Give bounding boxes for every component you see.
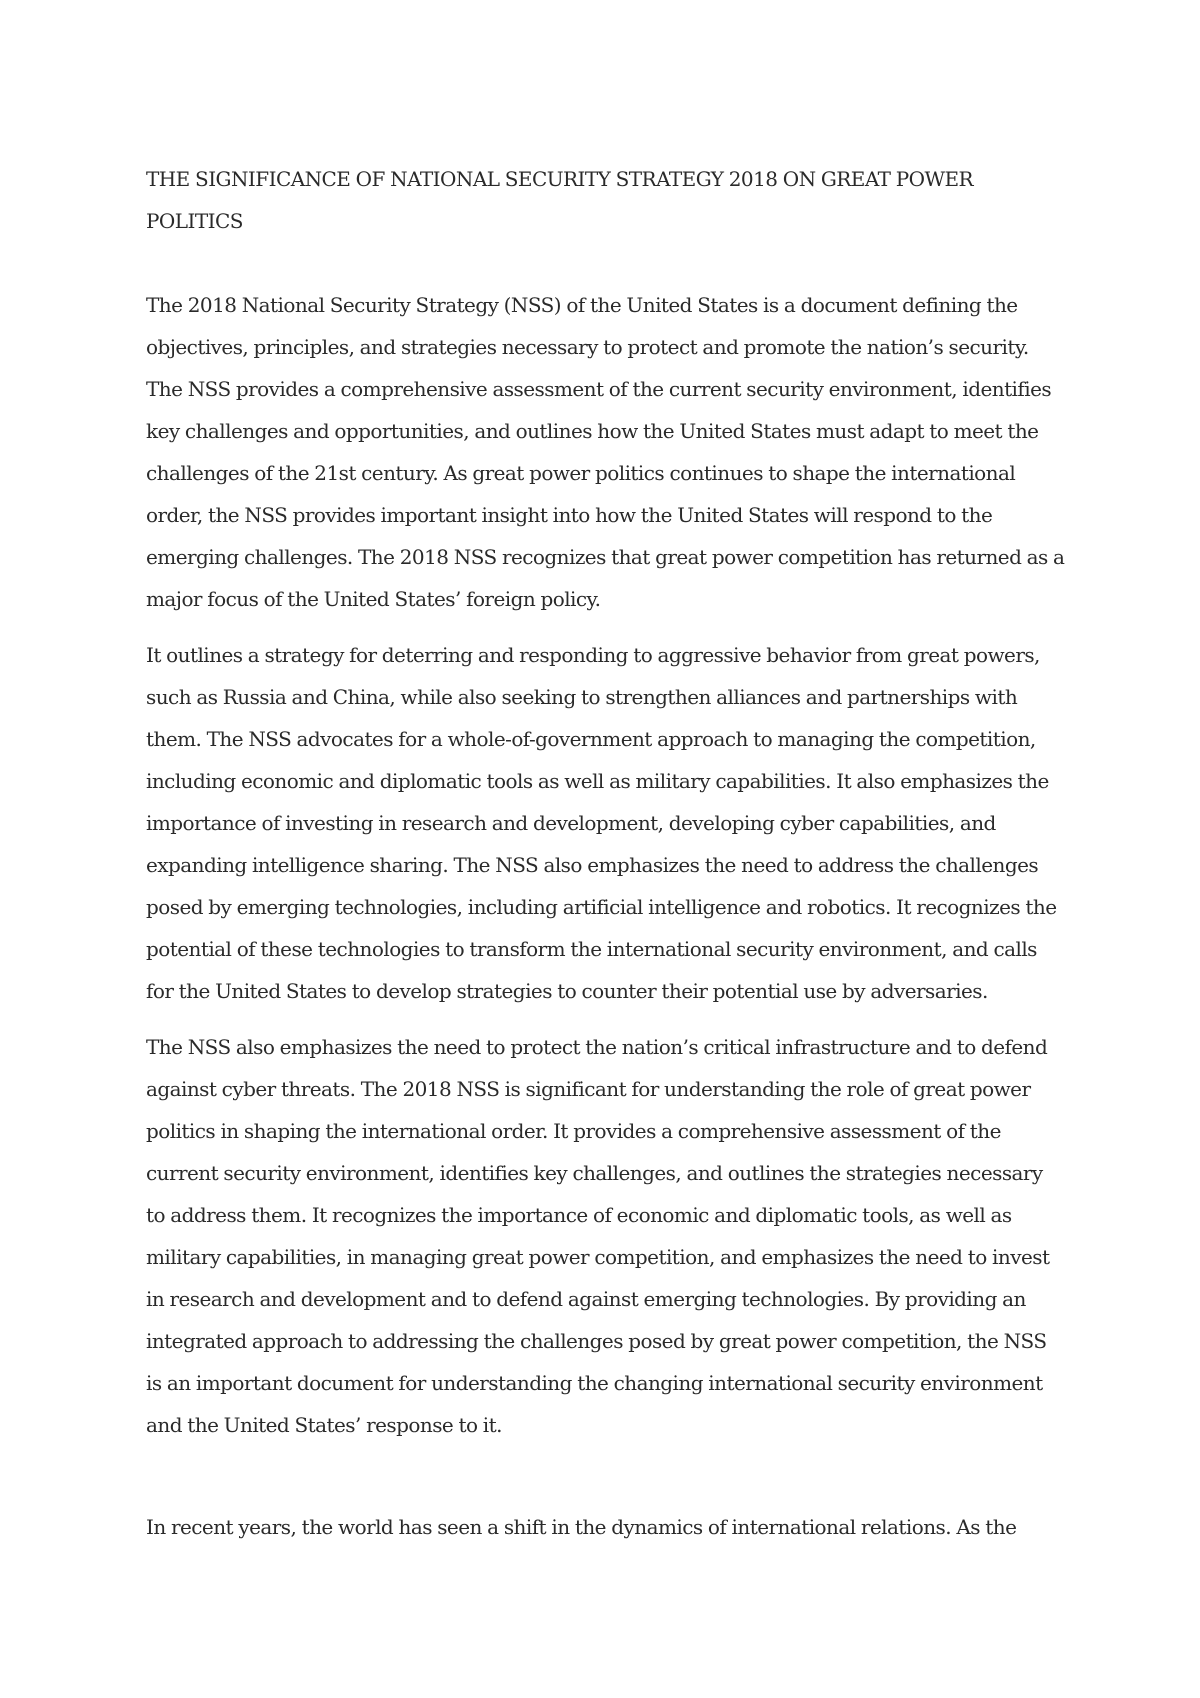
spacer xyxy=(146,242,1066,284)
spacer xyxy=(146,1012,1066,1026)
paragraph-4: In recent years, the world has seen a shift in the dynamics of international relations. As the xyxy=(146,1515,1017,1539)
paragraph-2: It outlines a strategy for deterring and responding to aggressive behavior from great powers, such as Russia and China, while also seeking to strengthen alliances and partnerships with them. The NSS advocates for a whole-of-government approach to managing the competition, including economic and diplomatic tools as well as military capabilities. It also emphasizes the importance of investing in research and development, developing cyber capabilities, and expanding intelligence sharing. The NSS also emphasizes the need to address the challenges posed by emerging technologies, including artificial intelligence and robotics. It recognizes the potential of these technologies to transform the international security environment, and calls for the United States to develop strategies to counter their potential use by adversaries. xyxy=(146,643,1057,1003)
document-title: THE SIGNIFICANCE OF NATIONAL SECURITY STRATEGY 2018 ON GREAT POWER POLITICS xyxy=(146,167,974,233)
paragraph-3: The NSS also emphasizes the need to protect the nation’s critical infrastructure and to defend against cyber threats. The 2018 NSS is significant for understanding the role of great power politics in shaping the international order. It provides a comprehensive assessment of the current security environment, identifies key challenges, and outlines the strategies necessary to address them. It recognizes the importance of economic and diplomatic tools, as well as military capabilities, in managing great power competition, and emphasizes the need to invest in research and development and to defend against emerging technologies. By providing an integrated approach to addressing the challenges posed by great power competition, the NSS is an important document for understanding the changing international security environment and the United States’ response to it. xyxy=(146,1035,1050,1437)
paragraph-1: The 2018 National Security Strategy (NSS) of the United States is a document defining the objectives, principles, and strategies necessary to protect and promote the nation’s security. The NSS provides a comprehensive assessment of the current security environment, identifies key challenges and opportunities, and outlines how the United States must adapt to meet the challenges of the 21st century. As great power politics continues to shape the international order, the NSS provides important insight into how the United States will respond to the emerging challenges. The 2018 NSS recognizes that great power competition has returned as a major focus of the United States’ foreign policy. xyxy=(146,293,1065,611)
spacer xyxy=(146,1446,1066,1506)
document-body xyxy=(146,158,1066,1548)
spacer xyxy=(146,620,1066,634)
